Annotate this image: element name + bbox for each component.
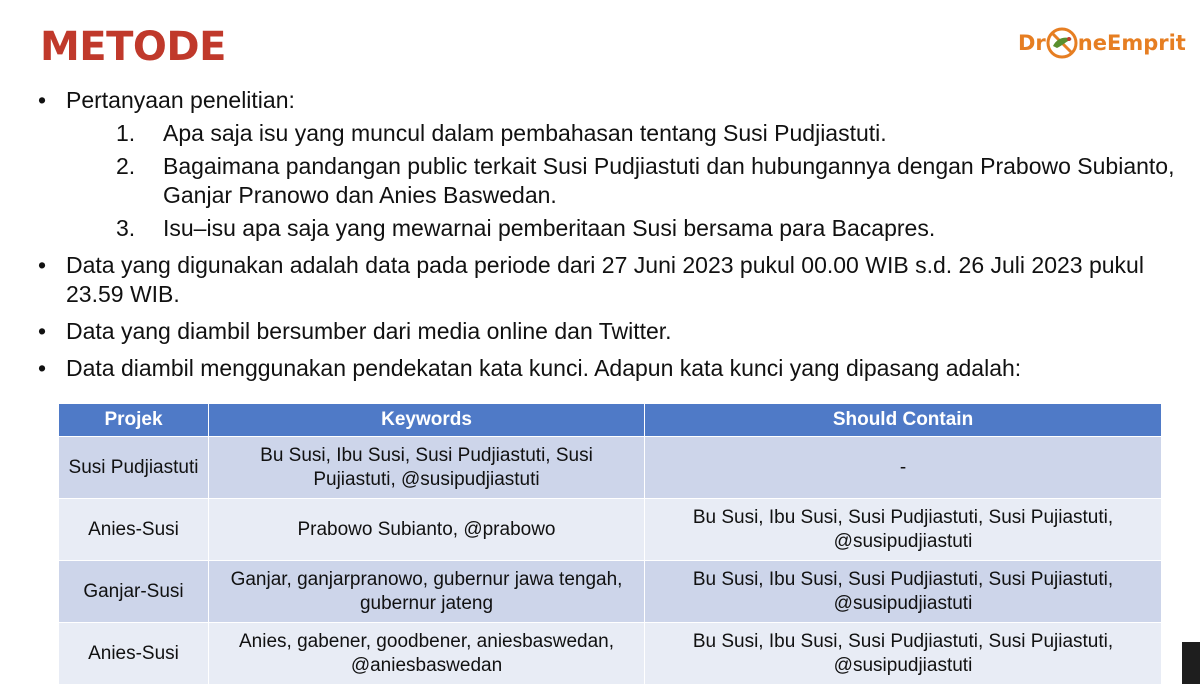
cell-keywords: Ganjar, ganjarpranowo, gubernur jawa tengah, gubernur jateng [209,561,645,623]
question-number: 3. [116,215,136,241]
cell-projek: Anies-Susi [59,499,209,561]
cell-projek: Ganjar-Susi [59,561,209,623]
cell-projek: Anies-Susi [59,623,209,685]
keyword-table [58,403,1162,685]
bullet-data-keywords [38,354,1178,383]
question-list [66,119,1178,243]
bullet-marker: • [38,252,47,278]
slide-title: METODE [40,24,226,70]
cell-should-contain: Bu Susi, Ibu Susi, Susi Pudjiastuti, Susi Pujiastuti, @susipudjiastuti [645,499,1162,561]
table-row [59,499,1162,561]
cell-projek: Susi Pudjiastuti [59,437,209,499]
data-period-text: Data yang digunakan adalah data pada periode dari 27 Juni 2023 pukul 00.00 WIB s.d. 26 Juli 2023 pukul 23.59 WIB. [66,252,1144,307]
cell-keywords: Anies, gabener, goodbener, aniesbaswedan, @aniesbaswedan [209,623,645,685]
question-text: Isu–isu apa saja yang mewarnai pemberitaan Susi bersama para Bacapres. [163,215,936,241]
scrollbar-handle[interactable] [1182,642,1200,684]
header-projek: Projek [59,404,209,437]
logo-text-end: neEmprit [1077,31,1186,55]
bullet-marker: • [38,318,47,344]
bullet-data-source [38,317,1178,346]
table-row [59,623,1162,685]
question-text: Apa saja isu yang muncul dalam pembahasan tentang Susi Pudjiastuti. [163,120,887,146]
header-keywords: Keywords [209,404,645,437]
logo-text-start: Dr [1018,31,1046,55]
cell-should-contain: Bu Susi, Ibu Susi, Susi Pudjiastuti, Susi Pujiastuti, @susipudjiastuti [645,561,1162,623]
question-number: 2. [116,153,136,179]
question-item [66,214,1178,243]
question-item [66,152,1178,210]
method-bullets [38,86,1178,391]
cell-should-contain: Bu Susi, Ibu Susi, Susi Pudjiastuti, Susi Pujiastuti, @susipudjiastuti [645,623,1162,685]
research-question-label: Pertanyaan penelitian: [66,87,295,113]
question-number: 1. [116,120,136,146]
drone-logo-icon [1045,26,1079,60]
data-keywords-text: Data diambil menggunakan pendekatan kata kunci. Adapun kata kunci yang dipasang adalah: [66,355,1022,381]
drone-emprit-logo [1018,26,1186,60]
table-row [59,561,1162,623]
bullet-marker: • [38,355,47,381]
cell-keywords: Bu Susi, Ibu Susi, Susi Pudjiastuti, Susi Pujiastuti, @susipudjiastuti [209,437,645,499]
bullet-marker: • [38,87,47,113]
cell-keywords: Prabowo Subianto, @prabowo [209,499,645,561]
bullet-research-questions [38,86,1178,243]
data-source-text: Data yang diambil bersumber dari media online dan Twitter. [66,318,672,344]
table-header-row [59,404,1162,437]
cell-should-contain: - [645,437,1162,499]
table-row [59,437,1162,499]
bullet-data-period [38,251,1178,309]
question-item [66,119,1178,148]
question-text: Bagaimana pandangan public terkait Susi Pudjiastuti dan hubungannya dengan Prabowo Subianto, Ganjar Pranowo dan Anies Baswedan. [163,153,1175,208]
header-should-contain: Should Contain [645,404,1162,437]
